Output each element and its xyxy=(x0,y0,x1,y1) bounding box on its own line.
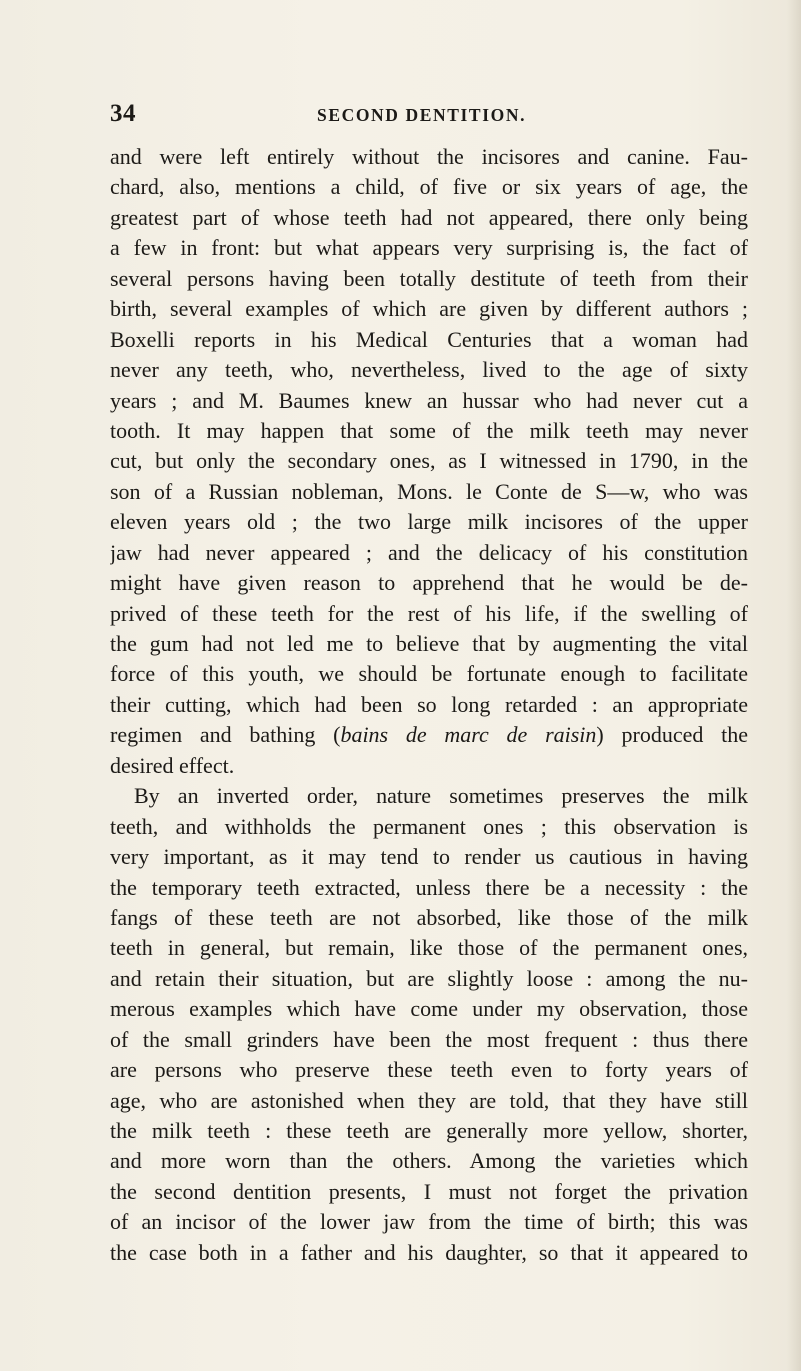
text-line xyxy=(110,172,748,202)
text-segment: their cutting, which had been so long retarded : an appropriate xyxy=(110,691,748,717)
text-line xyxy=(110,659,748,689)
text-segment: age, who are astonished when they are told, that they have still xyxy=(110,1087,748,1113)
text-line xyxy=(110,477,748,507)
text-segment: greatest part of whose teeth had not appeared, there only being xyxy=(110,204,748,230)
page-number: 34 xyxy=(110,100,136,127)
text-line xyxy=(110,933,748,963)
running-head xyxy=(110,100,750,132)
text-line xyxy=(110,233,748,263)
text-line xyxy=(110,507,748,537)
text-line xyxy=(110,416,748,446)
text-line xyxy=(110,994,748,1024)
text-segment: the temporary teeth extracted, unless there be a necessity : the xyxy=(110,874,748,900)
text-segment: of an incisor of the lower jaw from the time of birth; this was xyxy=(110,1209,748,1235)
text-segment: eleven years old ; the two large milk incisores of the upper xyxy=(110,509,748,535)
text-segment: and retain their situation, but are slightly loose : among the nu- xyxy=(110,965,748,991)
text-line xyxy=(110,1207,748,1237)
text-segment: merous examples which have come under my observation, those xyxy=(110,996,748,1022)
text-line xyxy=(110,1055,748,1085)
text-segment: Boxelli reports in his Medical Centuries that a woman had xyxy=(110,326,748,352)
text-segment: and more worn than the others. Among the varieties which xyxy=(110,1148,748,1174)
text-segment: and were left entirely without the incisores and canine. Fau- xyxy=(110,144,748,169)
text-line xyxy=(110,629,748,659)
body-text xyxy=(110,142,748,1268)
text-segment: might have given reason to apprehend that he would be de- xyxy=(110,570,748,596)
text-segment: ) produced the xyxy=(596,722,748,748)
page-edge-shadow xyxy=(787,0,801,1371)
text-segment: the gum had not led me to believe that by augmenting the vital xyxy=(110,631,748,656)
text-segment: the second dentition presents, I must not forget the privation xyxy=(110,1178,748,1204)
text-line xyxy=(110,203,748,233)
text-segment: jaw had never appeared ; and the delicacy of his constitution xyxy=(110,539,748,565)
text-line xyxy=(110,538,748,568)
text-line xyxy=(110,842,748,872)
running-title: SECOND DENTITION. xyxy=(317,105,527,125)
text-segment: fangs of these teeth are not absorbed, like those of the milk xyxy=(110,904,748,930)
text-segment: cut, but only the secondary ones, as I witnessed in 1790, in the xyxy=(110,448,748,474)
text-line xyxy=(110,1116,748,1146)
text-line xyxy=(110,1146,748,1176)
text-segment: never any teeth, who, nevertheless, lived to the age of sixty xyxy=(110,357,748,383)
text-segment: force of this youth, we should be fortunate enough to facilitate xyxy=(110,661,748,687)
text-line xyxy=(110,1025,748,1055)
text-line xyxy=(110,812,748,842)
text-line xyxy=(110,751,748,781)
text-segment: very important, as it may tend to render us cautious in having xyxy=(110,844,748,870)
text-segment: years ; and M. Baumes knew an hussar who had never cut a xyxy=(110,387,748,413)
text-line xyxy=(110,720,748,750)
text-segment: teeth, and withholds the permanent ones ; this observation is xyxy=(110,813,748,839)
text-line xyxy=(110,690,748,720)
text-segment: teeth in general, but remain, like those of the permanent ones, xyxy=(110,935,748,961)
italic-phrase: bains de marc de raisin xyxy=(340,722,597,748)
text-segment: birth, several examples of which are given by different authors ; xyxy=(110,296,748,322)
text-segment: the case both in a father and his daughter, so that it appeared to xyxy=(110,1239,748,1265)
text-segment: tooth. It may happen that some of the milk teeth may never xyxy=(110,417,748,443)
text-line xyxy=(110,781,748,811)
text-segment: chard, also, mentions a child, of five or six years of age, the xyxy=(110,174,748,200)
text-line xyxy=(110,599,748,629)
text-line xyxy=(110,325,748,355)
text-segment: several persons having been totally destitute of teeth from their xyxy=(110,265,748,291)
text-segment: the milk teeth : these teeth are generally more yellow, shorter, xyxy=(110,1118,748,1143)
text-line xyxy=(110,873,748,903)
text-line xyxy=(110,355,748,385)
text-line xyxy=(110,903,748,933)
text-line xyxy=(110,964,748,994)
text-segment: son of a Russian nobleman, Mons. le Conte de S—w, who was xyxy=(110,478,748,504)
text-line xyxy=(110,1177,748,1207)
text-segment: are persons who preserve these teeth even to forty years of xyxy=(110,1057,748,1083)
text-line xyxy=(110,568,748,598)
text-line xyxy=(110,1086,748,1116)
text-segment: prived of these teeth for the rest of his life, if the swelling of xyxy=(110,600,748,626)
text-line xyxy=(110,446,748,476)
text-segment: By an inverted order, nature sometimes preserves the milk xyxy=(134,783,748,809)
text-segment: regimen and bathing ( xyxy=(110,722,341,748)
text-line xyxy=(110,386,748,416)
text-segment: a few in front: but what appears very surprising is, the fact of xyxy=(110,235,748,261)
text-line xyxy=(110,142,748,172)
text-line xyxy=(110,294,748,324)
text-segment: of the small grinders have been the most frequent : thus there xyxy=(110,1026,748,1052)
text-segment: desired effect. xyxy=(110,752,235,778)
text-line xyxy=(110,264,748,294)
text-line xyxy=(110,1238,748,1268)
